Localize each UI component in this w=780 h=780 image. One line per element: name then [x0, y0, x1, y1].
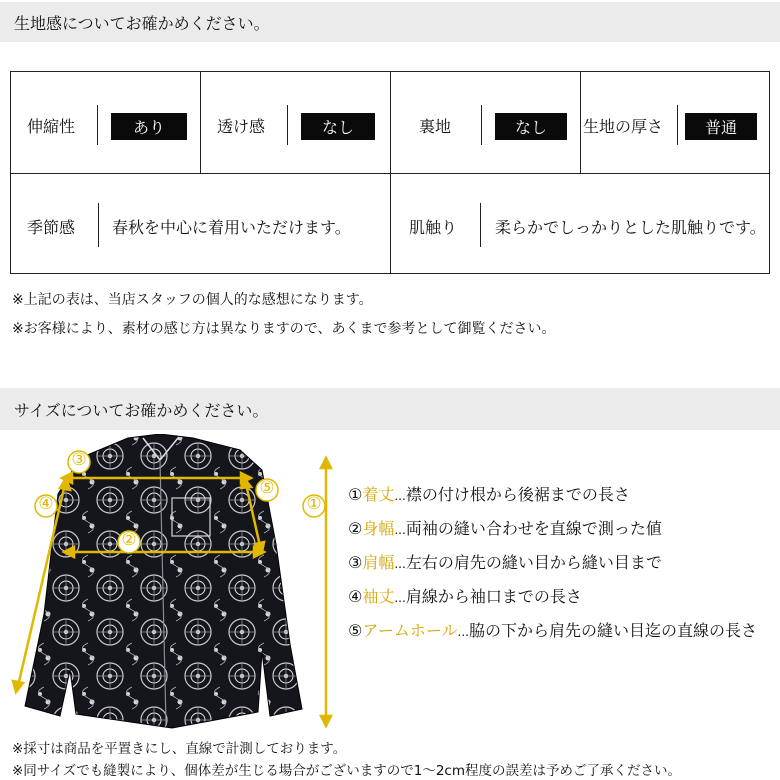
size-section-header: [0, 388, 780, 430]
fabric-cell-stretch: [11, 72, 201, 173]
divider: [98, 203, 99, 247]
fabric-cell-thickness: [581, 72, 769, 173]
fabric-row-1: [11, 72, 769, 174]
legend-item: ⑤アームホール...脇の下から肩先の縫い目迄の直線の長さ: [348, 621, 758, 640]
shirt-diagram: [0, 434, 345, 734]
legend-item: ②身幅...両袖の縫い合わせを直線で測った値: [348, 519, 662, 538]
fabric-value-badge: なし: [495, 113, 567, 140]
marker-3-label: ③: [71, 450, 87, 470]
fabric-label: 裏地: [419, 117, 452, 136]
size-footnote: ※採寸は商品を平置きにし、直線で計測しております。: [12, 741, 347, 757]
fabric-label: 伸縮性: [27, 117, 76, 136]
fabric-value-text: 柔らかでしっかりとした肌触りです。: [495, 218, 766, 237]
fabric-label: 透け感: [217, 117, 266, 136]
fabric-table: [10, 71, 770, 274]
fabric-cell-lining: [391, 72, 581, 173]
size-section-title: サイズについてお確かめください。: [14, 400, 269, 420]
divider: [480, 203, 481, 247]
fabric-value-badge: なし: [301, 113, 375, 140]
marker-4-label: ④: [38, 494, 54, 514]
fabric-row-2: [11, 173, 769, 273]
fabric-section-title: 生地感についてお確かめください。: [14, 13, 270, 33]
legend-item: ①着丈...襟の付け根から後裾までの長さ: [348, 485, 630, 504]
marker-2-label: ②: [121, 530, 137, 550]
divider: [481, 105, 482, 145]
divider: [677, 105, 678, 145]
fabric-section-header: [0, 2, 780, 42]
fabric-cell-texture: [391, 173, 769, 273]
fabric-value-badge: あり: [111, 113, 187, 140]
fabric-note: ※上記の表は、当店スタッフの個人的な感想になります。: [12, 292, 373, 308]
legend-item: ③肩幅...左右の肩先の縫い目から縫い目まで: [348, 553, 662, 572]
legend-item: ④袖丈...肩線から袖口までの長さ: [348, 587, 582, 606]
divider: [97, 105, 98, 145]
fabric-cell-sheer: [201, 72, 391, 173]
fabric-note: ※お客様により、素材の感じ方は異なりますので、あくまで参考として御覧ください。: [12, 321, 556, 337]
fabric-label: 生地の厚さ: [583, 117, 664, 136]
fabric-label: 季節感: [27, 218, 76, 237]
fabric-value-text: 春秋を中心に着用いただけます。: [112, 218, 351, 237]
fabric-label: 肌触り: [409, 218, 458, 237]
marker-5-label: ⑤: [259, 478, 275, 498]
size-footnote: ※同サイズでも縫製により、個体差が生じる場合がございますので1～2cm程度の誤差は予めご了承ください。: [12, 763, 681, 779]
marker-1-label: ①: [306, 494, 322, 514]
fabric-cell-season: [11, 173, 391, 273]
divider: [287, 105, 288, 145]
fabric-value-badge: 普通: [685, 113, 757, 140]
